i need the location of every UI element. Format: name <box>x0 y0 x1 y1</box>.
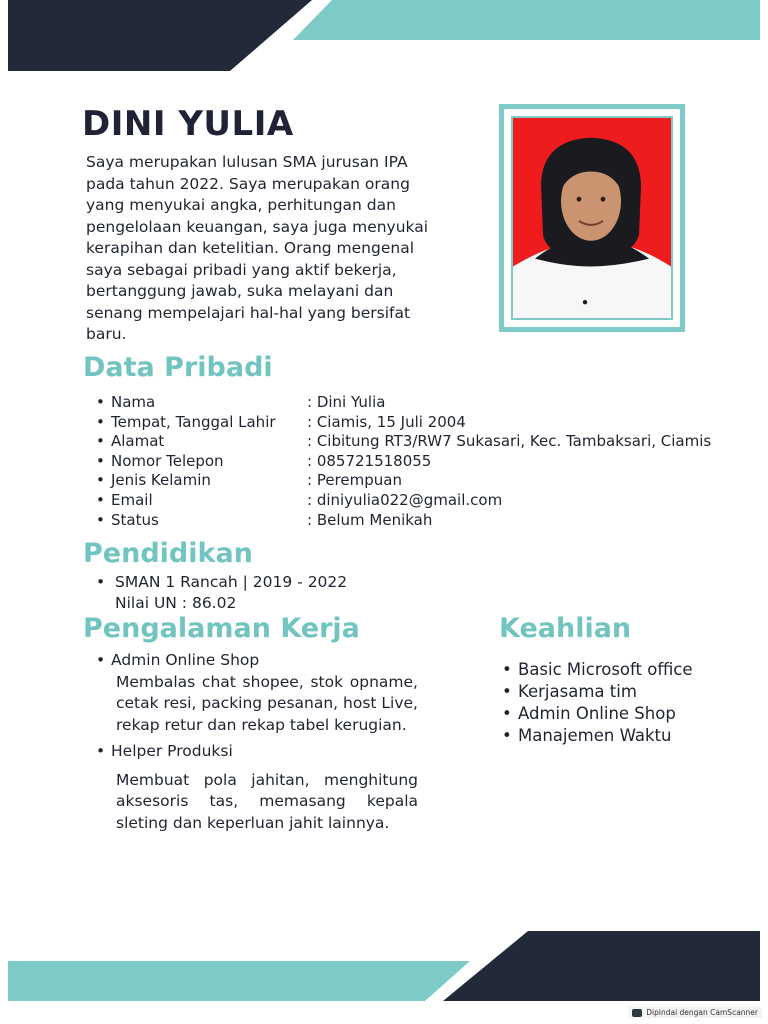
experience-description: Membalas chat shopee, stok opname, cetak resi, packing pesanan, host Live, rekap retur dan rekap tabel kerugian. <box>116 672 418 734</box>
candidate-name: DINI YULIA <box>82 104 294 144</box>
profile-photo <box>511 116 673 320</box>
section-title-pendidikan: Pendidikan <box>83 538 253 569</box>
portrait-image <box>513 118 671 318</box>
exam-score: Nilai UN : 86.02 <box>115 594 237 612</box>
experience-role: Admin Online Shop <box>111 651 260 669</box>
info-row-telepon: • Nomor Telepon : 085721518055 <box>96 451 432 470</box>
bottom-navy-block <box>443 931 760 1001</box>
experience-item: • Admin Online Shop <box>96 650 418 672</box>
info-row-status: • Status : Belum Menikah <box>96 510 433 529</box>
section-title-data-pribadi: Data Pribadi <box>83 352 273 383</box>
camscanner-logo-icon <box>632 1009 642 1017</box>
experience-description: Membuat pola jahitan, menghitung aksesoris tas, memasang kepala sleting dan keperluan jahit lainnya. <box>116 770 418 832</box>
skill-item: • Basic Microsoft office <box>502 660 693 679</box>
profile-photo-frame <box>499 104 685 332</box>
section-title-keahlian: Keahlian <box>499 613 632 644</box>
education-entry: • SMAN 1 Rancah | 2019 - 2022 Nilai UN : 86.02 <box>96 573 348 612</box>
info-row-nama: • Nama : Dini Yulia <box>96 393 386 411</box>
bottom-teal-stripe <box>8 961 470 1001</box>
info-row-alamat: • Alamat : Cibitung RT3/RW7 Sukasari, Kec. Tambaksari, Ciamis <box>96 432 712 451</box>
top-teal-stripe <box>293 0 760 40</box>
school-name: SMAN 1 Rancah | 2019 - 2022 <box>115 573 348 591</box>
section-title-pengalaman: Pengalaman Kerja <box>83 613 360 644</box>
experience-role: Helper Produksi <box>111 742 233 760</box>
top-navy-block <box>8 0 312 71</box>
profile-summary: Saya merupakan lulusan SMA jurusan IPA pada tahun 2022. Saya merupakan orang yang menyukai angka, perhitungan dan pengelolaan keuangan, saya juga menyukai kerapihan dan ketelitian. Orang mengenal saya sebagai pribadi yang aktif bekerja, bertanggung jawab, suka melayani dan senang mempelajari hal-hal yang bersifat baru. <box>86 153 429 343</box>
info-row-email: • Email : diniyulia022@gmail.com <box>96 490 503 509</box>
camscanner-watermark: Dipindai dengan CamScanner <box>628 1007 762 1018</box>
skill-item: • Manajemen Waktu <box>502 726 672 745</box>
info-row-ttl: • Tempat, Tanggal Lahir : Ciamis, 15 Juli 2004 <box>96 412 466 431</box>
top-banner-decoration <box>0 0 768 75</box>
skill-item: • Kerjasama tim <box>502 682 637 701</box>
personal-info-list <box>96 393 711 530</box>
skills-list <box>502 659 693 747</box>
info-row-jenis-kelamin: • Jenis Kelamin : Perempuan <box>96 471 402 490</box>
experience-item: • Helper Produksi <box>96 741 418 763</box>
experience-list <box>96 650 418 834</box>
skill-item: • Admin Online Shop <box>502 704 676 723</box>
bottom-banner-decoration <box>0 925 768 1005</box>
